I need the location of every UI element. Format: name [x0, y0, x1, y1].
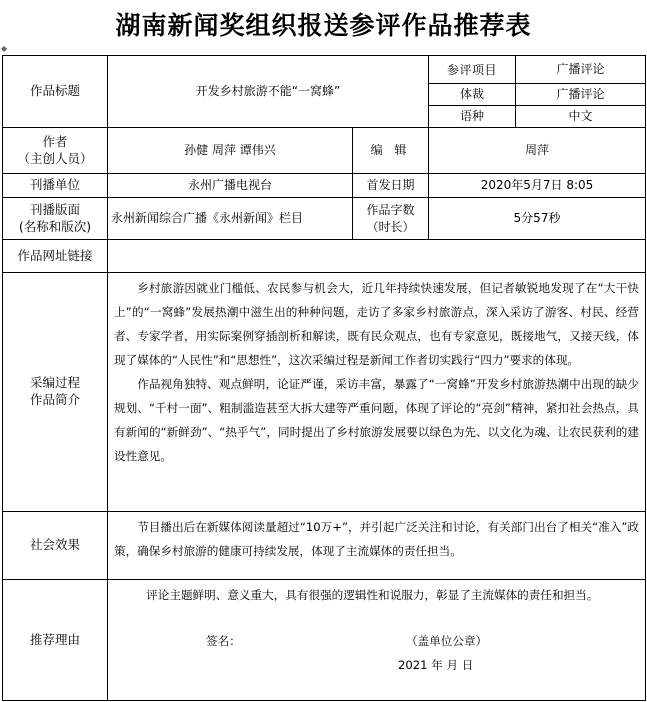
- work-title-label: 作品标题: [3, 56, 108, 128]
- corner-mark-icon: ◆: [1, 44, 8, 53]
- author-label-line1: 作者: [42, 133, 68, 149]
- edition-value: 永州新闻综合广播《永州新闻》栏目: [108, 198, 353, 240]
- editor-label: 编 辑: [353, 128, 429, 174]
- process-label-line2: 作品简介: [29, 392, 80, 407]
- reason-label: 推荐理由: [3, 580, 108, 701]
- genre-label: 体裁: [429, 84, 516, 106]
- author-value: 孙健 周萍 谭伟兴: [108, 128, 353, 174]
- stamp-label: （盖单位公章）: [406, 634, 488, 648]
- length-label-line1: 作品字数: [366, 203, 415, 218]
- genre-value: 广播评论: [516, 84, 646, 106]
- edition-label: [3, 198, 108, 240]
- first-date-value: 2020年5月7日 8:05: [429, 174, 646, 198]
- first-date-label: 首发日期: [353, 174, 429, 198]
- url-value[interactable]: [108, 240, 646, 273]
- reason-text: 评论主题鲜明、意义重大，具有很强的逻辑性和说服力，彰显了主流媒体的责任和担当。: [146, 588, 599, 602]
- recommendation-form-table: [2, 55, 646, 701]
- publisher-label: 刊播单位: [3, 174, 108, 198]
- effect-text: 节目播出后在新媒体阅读量超过“10万+”，并引起广泛关注和讨论，有关部门出台了相关“准入”政策，确保乡村旅游的健康可持续发展，体现了主流媒体的责任担当。: [114, 520, 640, 558]
- process-paragraph-1: 乡村旅游因就业门槛低、农民参与机会大，近几年持续快速发展，但记者敏锐地发现了在“大干快上”的“一窝蜂”发展热潮中滋生出的种种问题，走访了多家乡村旅游点，深入采访了游客、村民、经营者、专家学者，用实际案例穿插剖析和解读，既有民众观点，也有专家意见，既接地气，又接天线，体现了媒体的“人民性”和“思想性”，这次采编过程是新闻工作者切实践行“四力”要求的体现。: [114, 281, 640, 367]
- category-label: 参评项目: [429, 56, 516, 84]
- reason-content: [108, 580, 646, 701]
- process-label-line1: 采编过程: [29, 375, 80, 391]
- editor-value: 周萍: [429, 128, 646, 174]
- language-value: 中文: [516, 106, 646, 128]
- url-label: 作品网址链接: [3, 240, 108, 273]
- process-content: [108, 273, 646, 512]
- process-paragraph-2: 作品视角独特、观点鲜明，论证严谨，采访丰富，暴露了“一窝蜂”开发乡村旅游热潮中出现的缺少规划、“千村一面”、粗制滥造甚至大拆大建等严重问题，体现了评论的“亮剑”精神，紧扣社会热点，具有新闻的“新鲜劲”、“热乎气”，同时提出了乡村旅游发展要以绿色为先、以文化为魂、让农民获利的建设性意见。: [114, 377, 640, 463]
- effect-label: 社会效果: [3, 512, 108, 580]
- date-line: 2021 年 月 日: [398, 658, 474, 672]
- author-label-line2: （主创人员）: [17, 150, 93, 166]
- edition-label-line2: (名称和版次): [18, 218, 92, 234]
- language-label: 语种: [429, 106, 516, 128]
- page-title: 湖南新闻奖组织报送参评作品推荐表: [115, 11, 532, 40]
- length-label: [353, 198, 429, 240]
- category-value: 广播评论: [516, 56, 646, 84]
- process-label: [3, 273, 108, 512]
- author-label: [3, 128, 108, 174]
- work-title-value: 开发乡村旅游不能“一窝蜂”: [108, 56, 429, 128]
- publisher-value: 永州广播电视台: [108, 174, 353, 198]
- length-label-line2: （时长）: [366, 219, 415, 234]
- effect-content: [108, 512, 646, 580]
- signature-label: 签名：: [206, 634, 241, 648]
- signature-line: [116, 634, 637, 654]
- length-value: 5分57秒: [429, 198, 646, 240]
- edition-label-line1: 刊播版面: [29, 201, 80, 217]
